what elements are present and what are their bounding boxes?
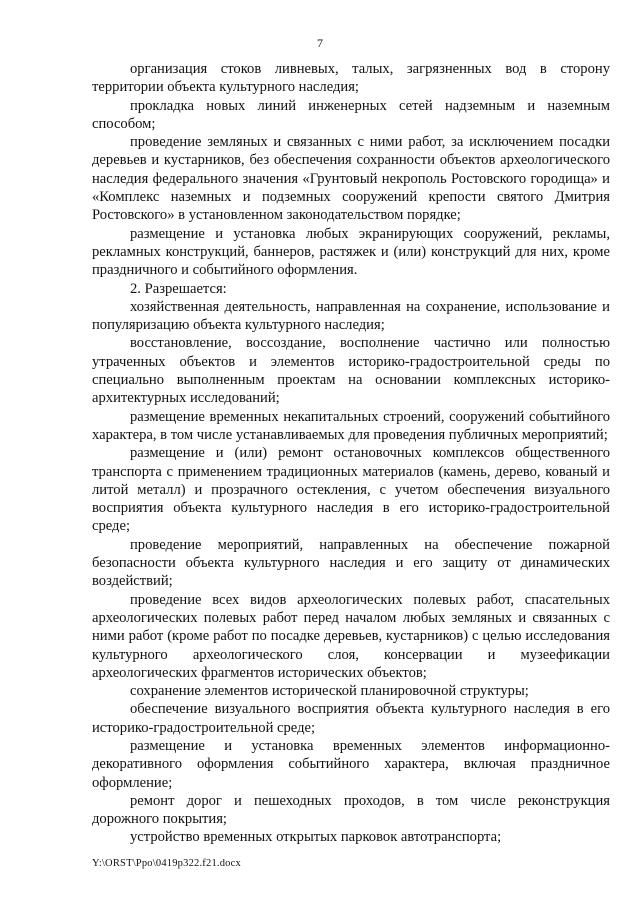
paragraph: размещение и установка временных элементов информационно-декоративного оформления событийного характера, включая праздничное оформление; — [92, 737, 610, 791]
paragraph: сохранение элементов исторической планировочной структуры; — [130, 683, 529, 700]
document-body — [92, 60, 610, 847]
paragraph: ремонт дорог и пешеходных проходов, в том числе реконструкция дорожного покрытия; — [92, 792, 610, 828]
paragraph: хозяйственная деятельность, направленная на сохранение, использование и популяризацию объекта культурного наследия; — [92, 298, 610, 334]
paragraph: размещение и (или) ремонт остановочных комплексов общественного транспорта с применением традиционных материалов (камень, дерево, кованый и литой металл) и прозрачного остекления, с учетом обеспечения визуального восприятия объекта культурного наследия в его историко-градостроительной среде; — [92, 445, 610, 535]
paragraph: размещение временных некапитальных строений, сооружений событийного характера, в том числе устанавливаемых для проведения публичных мероприятий; — [92, 408, 610, 443]
page-number: 7 — [317, 36, 323, 50]
paragraph: организация стоков ливневых, талых, загрязненных вод в сторону территории объекта культурного наследия; — [92, 61, 610, 96]
section-heading: 2. Разрешается: — [130, 280, 227, 297]
paragraph: прокладка новых линий инженерных сетей надземным и наземным способом; — [92, 97, 610, 132]
file-path-footer: Y:\ORST\Ppo\0419p322.f21.docx — [92, 858, 241, 869]
paragraph: проведение всех видов археологических полевых работ, спасательных археологических полевых работ перед началом любых земляных и связанных с ними работ (кроме работ по посадке деревьев, кустарников) с целью исследования культурного археологического слоя, консервации и музеефикации археологических фрагментов исторических объектов; — [92, 591, 610, 681]
paragraph: проведение мероприятий, направленных на обеспечение пожарной безопасности объекта культурного наследия и его защиту от динамических воздействий; — [92, 536, 610, 590]
paragraph: проведение земляных и связанных с ними работ, за исключением посадки деревьев и кустарников, без обеспечения сохранности объектов археологического наследия федерального значения «Грунтовый некрополь Ростовского городища» и «Комплекс наземных и подземных сооружений крепости святого Дмитрия Ростовского» в установленном законодательством порядке; — [92, 134, 610, 224]
paragraph: устройство временных открытых парковок автотранспорта; — [130, 829, 502, 846]
paragraph: восстановление, воссоздание, восполнение частично или полностью утраченных объектов и элементов историко-градостроительной среды по специально выполненным проектам на основании комплексных историко-архитектурных исследований; — [92, 335, 610, 407]
paragraph: размещение и установка любых экранирующих сооружений, рекламы, рекламных конструкций, баннеров, растяжек и (или) конструкций для них, кроме праздничного и событийного оформления. — [92, 225, 610, 279]
paragraph: обеспечение визуального восприятия объекта культурного наследия в его историко-градостроительной среде; — [92, 701, 610, 736]
